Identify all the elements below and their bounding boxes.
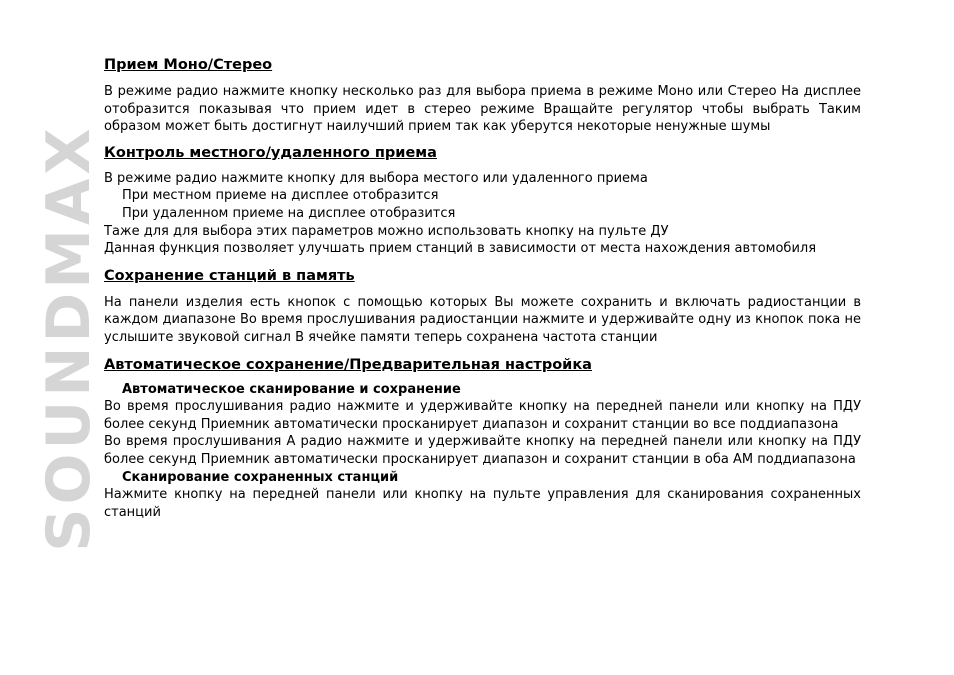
local-remote-line-4: Таже для для выбора этих параметров можно использовать кнопку на пульте ДУ [104, 223, 669, 239]
paragraph-auto-scan-fm: Во время прослушивания радио нажмите и удерживайте кнопку на передней панели или кнопку на ПДУ более секунд Приемник автоматически просканирует диапазон и сохранит станции во все поддиапазона [104, 399, 861, 432]
paragraph-auto-scan-am: Во время прослушивания А радио нажмите и удерживайте кнопку на передней панели или кнопку на ПДУ более секунд Приемник автоматически просканирует диапазон и сохранит станции в оба АМ поддиапазона [104, 434, 861, 467]
paragraph-scan-saved: Нажмите кнопку на передней панели или кнопку на пульте управления для сканирования сохраненных станций [104, 487, 861, 520]
subheading-auto-scan: Автоматическое сканирование и сохранение [122, 381, 461, 397]
local-remote-line-2: При местном приеме на дисплее отобразится [122, 188, 439, 204]
heading-local-remote: Контроль местного/удаленного приема [104, 144, 437, 161]
soundmax-brand-logo [34, 48, 104, 628]
subheading-scan-saved: Сканирование сохраненных станций [122, 469, 399, 485]
heading-memory: Сохранение станций в память [104, 267, 355, 284]
manual-page-content [104, 56, 861, 521]
paragraph-mono-stereo: В режиме радио нажмите кнопку несколько раз для выбора приема в режиме Моно или Стерео На дисплее отобразится показывая что прием идет в стерео режиме Вращайте регулятор чтобы выбрать Таким образом может быть достигнут наилучший прием так как уберутся некоторые ненужные шумы [104, 84, 861, 135]
heading-auto-save: Автоматическое сохранение/Предварительная настройка [104, 356, 592, 373]
local-remote-line-5: Данная функция позволяет улучшать прием станций в зависимости от места нахождения автомобиля [104, 241, 817, 257]
brand-logo-text: SOUNDMAX [34, 124, 104, 552]
paragraph-memory: На панели изделия есть кнопок с помощью которых Вы можете сохранить и включать радиостанции в каждом диапазоне Во время прослушивания радиостанции нажмите и удерживайте одну из кнопок пока не услышите звуковой сигнал В ячейке памяти теперь сохранена частота станции [104, 294, 861, 345]
local-remote-line-3: При удаленном приеме на дисплее отобразится [122, 205, 456, 221]
local-remote-line-1: В режиме радио нажмите кнопку для выбора местого или удаленного приема [104, 170, 648, 186]
heading-mono-stereo: Прием Моно/Стерео [104, 57, 273, 73]
